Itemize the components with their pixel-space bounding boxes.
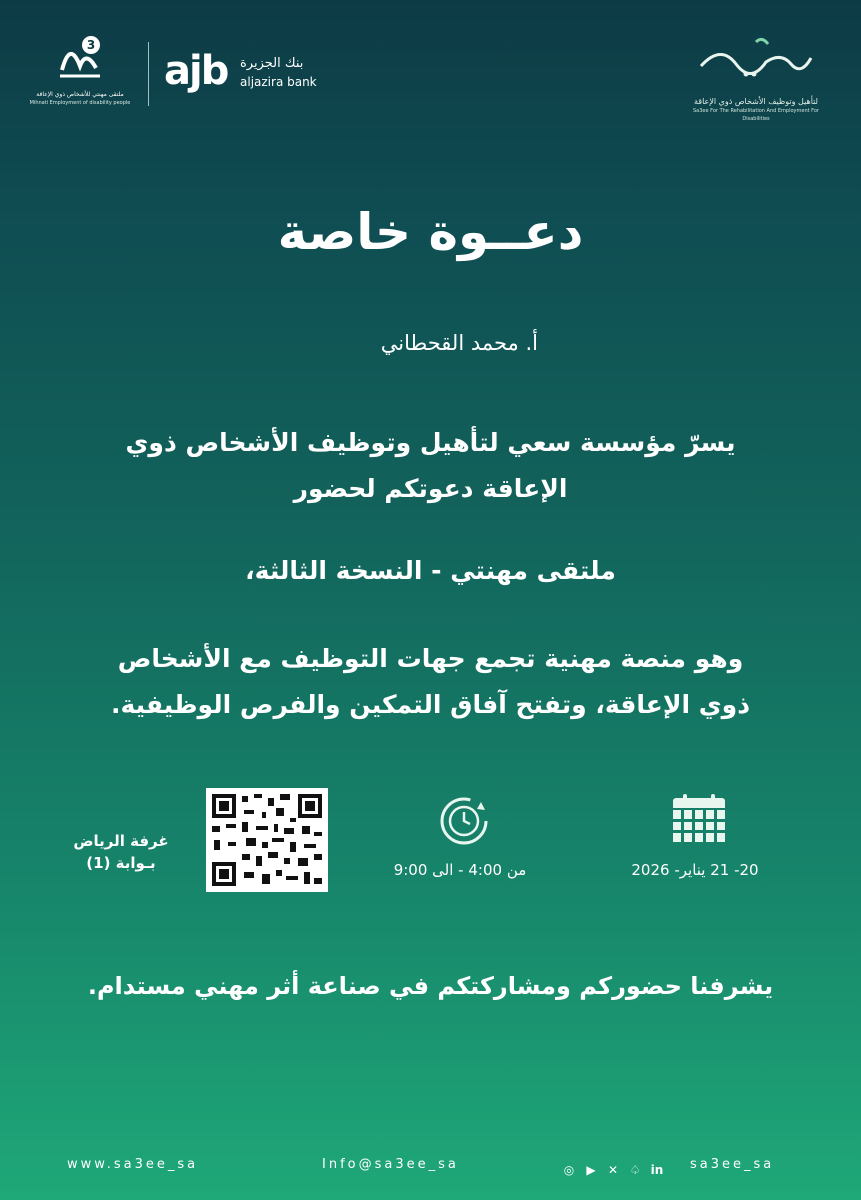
location-line-1: غرفة الرياض xyxy=(73,832,169,850)
mihnati-logo-mark-icon xyxy=(50,30,110,86)
event-date: 20- 21 يناير- 2026 xyxy=(631,861,759,879)
description-line-2: ذوي الإعاقة، وتفتح آفاق التمكين والفرص الوظيفية. xyxy=(110,690,751,719)
instagram-icon[interactable]: ◎ xyxy=(563,1163,575,1177)
sa3ee-calligraphy-icon xyxy=(696,34,816,84)
linkedin-icon[interactable]: in xyxy=(650,1163,664,1177)
partner-logos xyxy=(20,30,340,120)
intro-line-1: يسرّ مؤسسة سعي لتأهيل وتوظيف الأشخاص ذوي xyxy=(125,428,736,457)
invitation-title: دعــوة خاصة xyxy=(277,203,584,261)
closing-message: يشرفنا حضوركم ومشاركتكم في صناعة أثر مهني مستدام. xyxy=(87,972,774,1000)
mihnati-arabic-tagline: ملتقى مهنتي للأشخاص ذوي الإعاقة xyxy=(36,91,124,98)
mihnati-logo xyxy=(20,30,140,114)
intro-line-2: الإعاقة دعوتكم لحضور xyxy=(293,474,568,503)
intro-paragraph xyxy=(40,420,821,512)
description-line-1: وهو منصة مهنية تجمع جهات التوظيف مع الأشخاص xyxy=(117,644,744,673)
logo-divider xyxy=(148,42,149,106)
guest-name: أ. محمد القحطاني xyxy=(380,331,538,355)
description-paragraph xyxy=(40,636,821,728)
x-icon[interactable]: ✕ xyxy=(607,1163,619,1177)
social-handle[interactable]: sa3ee_sa xyxy=(690,1157,775,1172)
email-link[interactable]: Info@sa3ee_sa xyxy=(322,1157,459,1172)
footer xyxy=(0,1150,861,1180)
event-name: ملتقى مهنتي - النسخة الثالثة، xyxy=(245,556,616,585)
event-time: من 4:00 - الى 9:00 xyxy=(393,861,527,879)
sa3ee-logo-mark xyxy=(681,34,831,97)
sa3ee-arabic-tagline: لتأهيل وتوظيف الأشخاص ذوي الإعاقة xyxy=(694,97,818,106)
aljazira-arabic-name: بنك الجزيرة xyxy=(240,56,304,71)
edition-badge: 3 xyxy=(82,36,100,54)
clock-icon xyxy=(435,792,493,850)
sa3ee-logo xyxy=(681,34,831,122)
event-details xyxy=(0,788,861,908)
location-line-2: بـوابة (1) xyxy=(86,854,156,872)
aljazira-english-name: aljazira bank xyxy=(240,75,317,89)
qr-code[interactable] xyxy=(206,788,328,892)
calendar-icon xyxy=(673,794,725,842)
social-icons xyxy=(560,1156,670,1177)
snapchat-icon[interactable]: ♤ xyxy=(629,1163,641,1177)
mihnati-english-tagline: Mihnati Employment of disability people xyxy=(29,100,131,106)
website-link[interactable]: www.sa3ee_sa xyxy=(67,1157,199,1172)
ajb-logo-mark: ajb xyxy=(164,48,228,94)
youtube-icon[interactable]: ▶ xyxy=(586,1163,596,1177)
aljazira-bank-logo xyxy=(164,48,340,104)
sa3ee-english-tagline: Sa3ee For The Rehabilitation And Employment For Disabilities xyxy=(693,108,819,122)
